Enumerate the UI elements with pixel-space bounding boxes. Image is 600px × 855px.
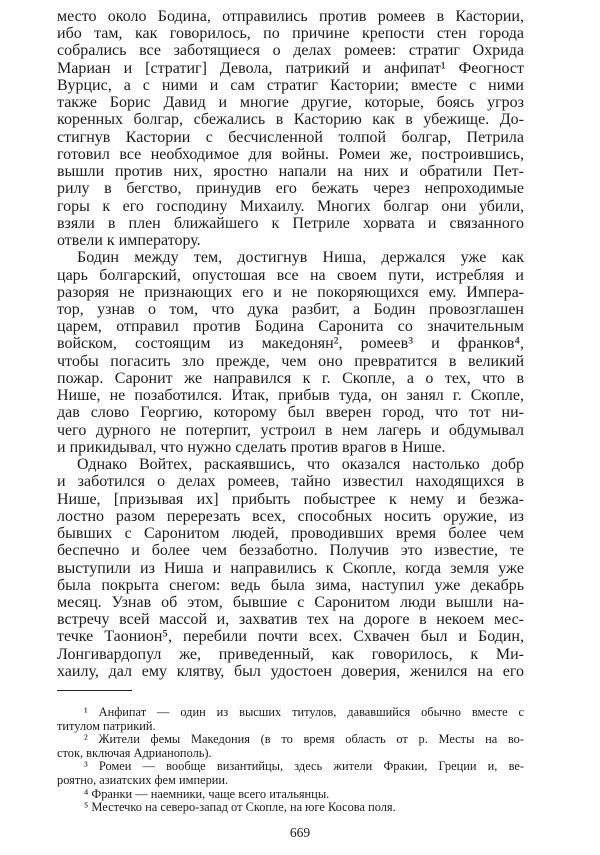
text-line: ибо там, как говорилось, по причине крепости стен города [57,25,524,43]
text-line: беспечно и более чем беззаботно. Получив это известие, те [57,542,524,560]
text-line: тор, узнав о том, что дука разбит, а Бодин провозглашен [57,300,524,318]
page-number: 669 [289,825,311,840]
text-line: и прикидывал, что нужно сделать против врагов в Нише. [57,438,446,456]
text-line: горы к его господину Михаилу. Многих болгар они убили, [57,197,524,215]
text-line: дав слово Георгию, которому был вверен город, что тот ни- [57,404,524,422]
footnote-line: титулом патрикий. [57,718,156,733]
text-line: разоряя не признающих его и не покоряющихся ему. Импера- [57,283,524,301]
text-line: лостно разом перерезать всех, способных носить оружие, из [57,507,524,525]
text-line: Лонгивардопул же, приведенный, как говорилось, к Ми- [57,645,524,663]
text-line: царь болгарский, опустошая все на своем пути, истребляя и [57,266,524,284]
footnote-2 [57,733,524,760]
footnote-1 [57,706,524,733]
text-line: Мариан и [стратиг] Девола, патрикий и анфипат¹ Феогност [57,59,524,77]
text-line: чтобы погасить зло прежде, чем оно превратится в великий [57,352,524,370]
text-line: войском, состоящим из македонян², ромеев³ и франков⁴, [57,335,524,353]
text-line: была покрыта снегом: ведь была зима, наступил уже декабрь [57,576,524,594]
text-line: Нише, не позаботился. Итак, прибыв туда, он занял г. Скопле, [57,387,524,405]
text-line: коренных болгар, сбежались в Касторию как в убежище. До- [57,111,524,129]
text-line: отвели к императору. [57,232,201,250]
text-line: течке Таонион⁵, перебили почти всех. Схвачен был и Бодин, [57,628,524,646]
text-line: готовил все необходимое для войны. Ромеи же, построившись, [57,145,524,163]
text-line: вышли против них, яростно напали на них и обратили Пет- [57,163,524,181]
text-line: встречу всей массой и, захватив тех на дороге в некоем мес- [57,611,524,629]
text-line: чего дурного не потерпит, устроил в нем лагерь и обдумывал [57,421,524,439]
footnote-line: ² Жители фемы Македония (в то время область от р. Месты на во- [84,732,524,747]
text-line: и заботился о делах ромеев, тайно известил находящихся в [57,473,524,491]
text-line: стигнув Кастории с бесчисленной толпой болгар, Петрила [57,128,524,146]
footnote-3 [57,760,524,787]
footnote-line: ⁴ Франки — наемники, чаще всего итальянцы. [84,786,330,801]
main-text [57,8,524,680]
footnotes [57,706,524,815]
footnote-line: сток, включая Адрианополь). [57,745,212,760]
text-line: пожар. Саронит же направился к г. Скопле, а о тех, что в [57,369,524,387]
footnote-divider [57,690,132,691]
footnote-line: ³ Ромеи — вообще византийцы, здесь жители Фракии, Греции и, ве- [84,759,524,774]
paragraph [57,8,524,249]
text-line: выступили из Ниша и направились к Скопле, когда земля уже [57,559,524,577]
text-line: месяц. Узнав об этом, бывшие с Саронитом люди вышли на- [57,593,524,611]
text-line: рилу в бегство, принудив его бежать через непроходимые [57,180,524,198]
text-line: Вурцис, а с ними и сам стратиг Кастории; вместе с ними [57,76,524,94]
paragraph [57,456,524,680]
footnote-line: роятно, азиатских фем империи. [57,772,229,787]
text-line: собрались все заботящиеся о делах ромеев: стратиг Охрида [57,42,524,60]
text-line: Бодин между тем, достигнув Ниша, держался уже как [77,249,524,267]
text-line: царем, отправил против Бодина Саронита со значительным [57,318,524,336]
text-line: место около Бодина, отправились против ромеев в Кастории, [57,8,524,25]
footnote-line: ⁵ Местечко на северо-запад от Скопле, на юге Косова поля. [84,800,396,815]
text-line: бывших с Саронитом людей, проводивших время более чем [57,525,524,543]
text-line: Однако Войтех, раскаявшись, что оказался настолько добр [77,456,524,474]
footnote-line: ¹ Анфипат — один из высших титулов, дававшийся обычно вместе с [84,705,524,719]
text-line: Нише, [призывая их] прибыть побыстрее к нему и безжа- [57,490,524,508]
paragraph [57,249,524,456]
footnote-5 [57,801,524,815]
text-line: взяли в плен ближайшего к Петриле хорвата и связанного [57,214,524,232]
text-line: также Борис Давид и многие другие, которые, боясь угроз [57,94,524,112]
text-line: хаилу, дал ему клятву, был удостоен доверия, женился на его [57,662,524,680]
footnote-4 [57,788,524,802]
